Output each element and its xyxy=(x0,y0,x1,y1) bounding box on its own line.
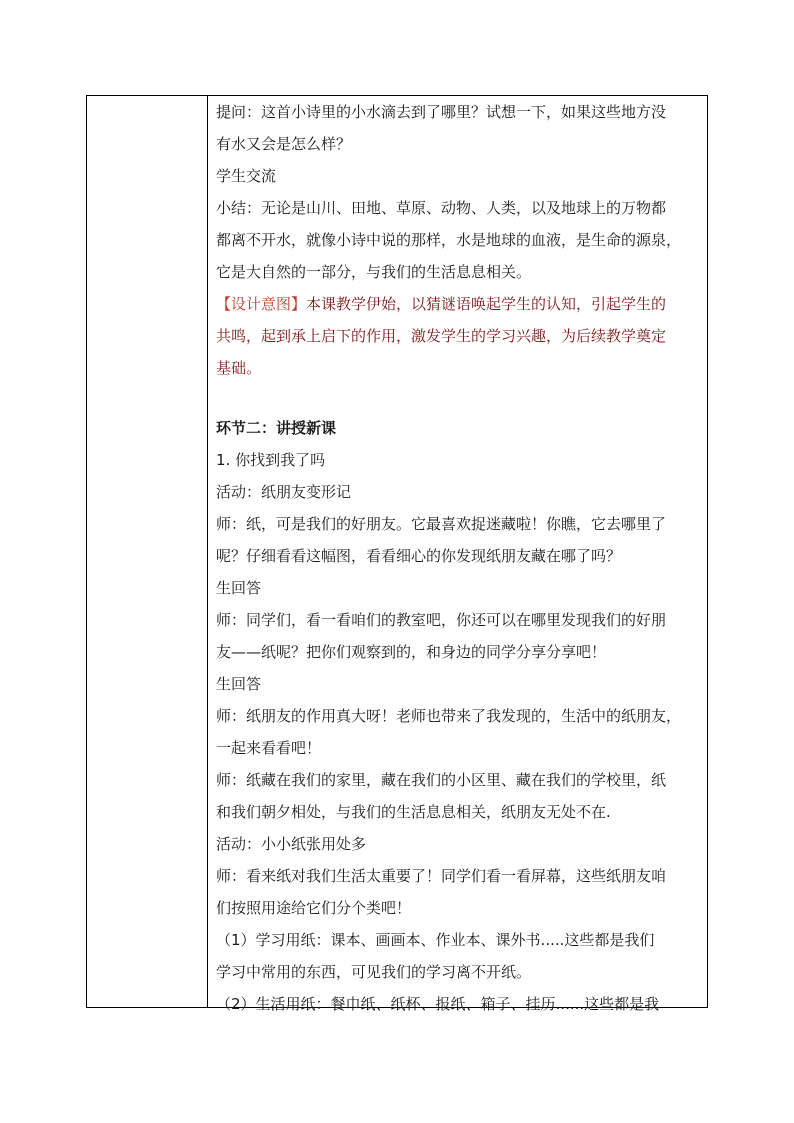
lesson-table xyxy=(86,95,708,1013)
text-line: 一起来看看吧！ xyxy=(216,739,322,757)
text-line: 和我们朝夕相处，与我们的生活息息相关，纸朋友无处不在. xyxy=(216,803,611,821)
text-line: 都离不开水，就像小诗中说的那样，水是地球的血液，是生命的源泉， xyxy=(216,231,682,249)
text-line: 学生交流 xyxy=(216,167,277,185)
text-line: 师：纸朋友的作用真大呀！老师也带来了我发现的，生活中的纸朋友， xyxy=(216,707,682,725)
text-line: 学习中常用的东西，可见我们的学习离不开纸。 xyxy=(216,963,532,981)
text-line: 友——纸呢？把你们观察到的，和身边的同学分享分享吧！ xyxy=(216,643,607,661)
text-line: 师：同学们，看一看咱们的教室吧，你还可以在哪里发现我们的好朋 xyxy=(216,611,667,629)
section-heading: 环节二：讲授新课 xyxy=(216,419,337,437)
text-line: 提问：这首小诗里的小水滴去到了哪里？试想一下，如果这些地方没 xyxy=(216,103,667,121)
design-intent-line xyxy=(216,288,704,320)
text-line: （1）学习用纸：课本、画画本、作业本、课外书.....这些都是我们 xyxy=(216,931,655,949)
text-line: 有水又会是怎么样？ xyxy=(216,135,352,153)
text-line: 师：看来纸对我们生活太重要了！同学们看一看屏幕，这些纸朋友咱 xyxy=(216,867,667,885)
design-intent-line: 共鸣，起到承上启下的作用，激发学生的学习兴趣，为后续教学奠定 xyxy=(216,327,667,345)
text-line: 师：纸，可是我们的好朋友。它最喜欢捉迷藏啦！你瞧，它去哪里了 xyxy=(216,515,667,533)
text-line: 呢？仔细看看这幅图，看看细心的你发现纸朋友藏在哪了吗？ xyxy=(216,547,622,565)
text-line: 生回答 xyxy=(216,675,262,693)
text-line: 小结：无论是山川、田地、草原、动物、人类，以及地球上的万物都 xyxy=(216,199,667,217)
text-line: （2）生活用纸：餐巾纸、纸杯、报纸、箱子、挂历......这些都是我 xyxy=(216,995,660,1013)
text-line: 1. 你找到我了吗 xyxy=(216,451,326,469)
design-intent-label: 【设计意图】 xyxy=(216,295,307,313)
text-line: 活动：纸朋友变形记 xyxy=(216,483,352,501)
text-line: 活动：小小纸张用处多 xyxy=(216,835,367,853)
text-line: 们按照用途给它们分个类吧！ xyxy=(216,899,412,917)
left-empty-cell xyxy=(87,96,208,1007)
text-line: 生回答 xyxy=(216,579,262,597)
design-intent-text: 本课教学伊始，以猜谜语唤起学生的认知，引起学生的 xyxy=(306,295,667,313)
text-line: 它是大自然的一部分，与我们的生活息息相关。 xyxy=(216,263,532,281)
content-cell xyxy=(216,96,704,1020)
design-intent-line: 基础。 xyxy=(216,359,262,377)
text-line: 师：纸藏在我们的家里，藏在我们的小区里、藏在我们的学校里，纸 xyxy=(216,771,667,789)
